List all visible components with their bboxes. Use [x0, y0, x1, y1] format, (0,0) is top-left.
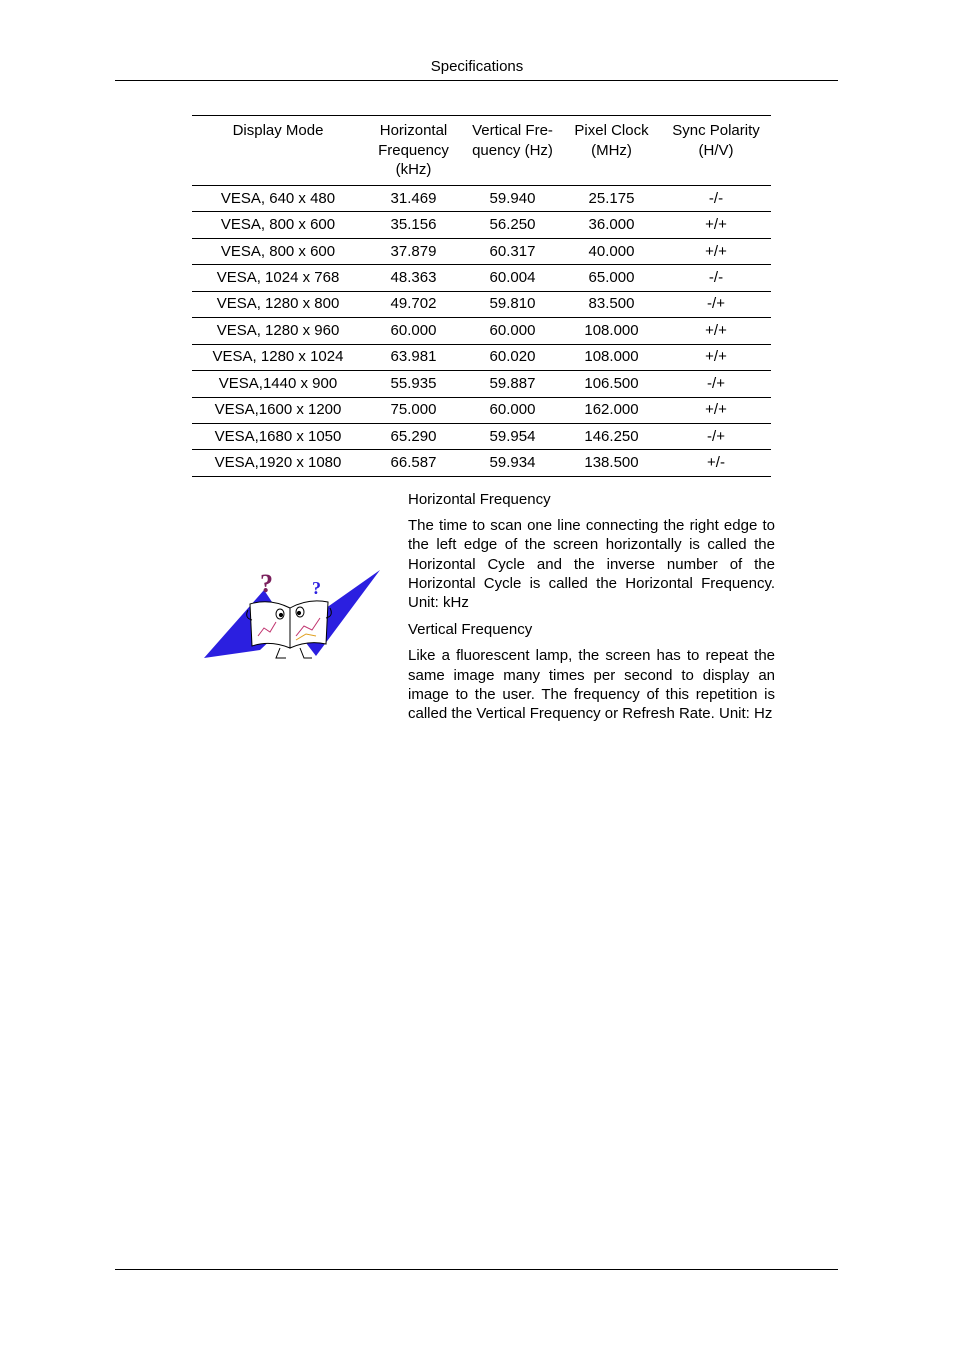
cell-horizontal-frequency: 55.935	[390, 374, 437, 392]
cell-pixel-clock: 83.500	[588, 295, 635, 313]
horizontal-frequency-heading: Horizontal Frequency	[408, 491, 551, 508]
cell-display-mode: VESA, 640 x 480	[220, 189, 336, 207]
cell-display-mode: VESA,1600 x 1200	[214, 401, 342, 419]
cell-horizontal-frequency: 60.000	[390, 321, 437, 339]
cell-horizontal-frequency: 63.981	[390, 348, 437, 366]
timing-table	[192, 115, 771, 477]
cell-vertical-frequency: 60.000	[489, 321, 536, 339]
cell-horizontal-frequency: 49.702	[390, 295, 437, 313]
cell-sync-polarity: -/+	[707, 374, 725, 392]
cell-display-mode: VESA, 800 x 600	[220, 242, 336, 260]
col-horizontal-frequency: Horizontal Frequency (kHz)	[378, 122, 449, 178]
col-pixel-clock: Pixel Clock (MHz)	[574, 122, 649, 159]
cell-pixel-clock: 36.000	[588, 216, 635, 234]
vertical-frequency-body: Like a fluorescent lamp, the screen has to repeat the same image many times per second to display an image to the user. The frequency of this repetition is called the Vertical Frequency or Refresh Rate. Unit: Hz	[408, 647, 775, 723]
cell-sync-polarity: +/+	[705, 401, 727, 419]
cell-pixel-clock: 138.500	[584, 454, 639, 472]
cell-sync-polarity: -/+	[707, 295, 725, 313]
table-row	[192, 238, 771, 264]
cell-pixel-clock: 106.500	[584, 374, 639, 392]
cell-sync-polarity: +/+	[705, 216, 727, 234]
table-row	[192, 344, 771, 370]
cell-vertical-frequency: 60.000	[489, 401, 536, 419]
cell-sync-polarity: -/-	[708, 189, 724, 207]
table-row	[192, 291, 771, 317]
cell-sync-polarity: +/+	[705, 348, 727, 366]
cell-display-mode: VESA,1440 x 900	[218, 374, 338, 392]
cell-vertical-frequency: 59.810	[489, 295, 536, 313]
cell-display-mode: VESA, 1024 x 768	[216, 269, 340, 287]
page-header-title: Specifications	[430, 58, 524, 75]
cell-vertical-frequency: 59.954	[489, 427, 536, 445]
cell-display-mode: VESA,1920 x 1080	[214, 454, 342, 472]
table-row	[192, 186, 771, 212]
cell-display-mode: VESA, 1280 x 960	[216, 321, 340, 339]
note-book-character-icon	[204, 570, 380, 660]
cell-sync-polarity: -/-	[708, 269, 724, 287]
table-row	[192, 212, 771, 238]
cell-pixel-clock: 108.000	[584, 348, 639, 366]
footer-divider	[115, 1269, 838, 1270]
cell-pixel-clock: 162.000	[584, 401, 639, 419]
cell-sync-polarity: +/-	[707, 454, 725, 472]
cell-vertical-frequency: 59.887	[489, 374, 536, 392]
col-sync-polarity: Sync Polarity (H/V)	[672, 122, 760, 159]
cell-pixel-clock: 40.000	[588, 242, 635, 260]
table-row	[192, 450, 771, 476]
cell-vertical-frequency: 59.940	[489, 189, 536, 207]
cell-sync-polarity: +/+	[705, 242, 727, 260]
horizontal-frequency-body: The time to scan one line connecting the right edge to the left edge of the screen horizontally is called the Horizontal Cycle and the inverse number of the Horizontal Cycle is called the Horizontal Frequency. Unit: kHz	[408, 517, 775, 612]
cell-horizontal-frequency: 65.290	[390, 427, 437, 445]
cell-vertical-frequency: 60.004	[489, 269, 536, 287]
cell-vertical-frequency: 60.020	[489, 348, 536, 366]
svg-text:?: ?	[260, 570, 273, 598]
cell-pixel-clock: 65.000	[588, 269, 635, 287]
vertical-frequency-heading: Vertical Frequency	[408, 621, 533, 639]
cell-pixel-clock: 108.000	[584, 321, 639, 339]
cell-display-mode: VESA,1680 x 1050	[214, 427, 342, 445]
table-row	[192, 318, 771, 344]
cell-display-mode: VESA, 1280 x 1024	[212, 348, 344, 366]
svg-text:?: ?	[312, 578, 321, 598]
cell-pixel-clock: 25.175	[588, 189, 635, 207]
header-divider	[115, 80, 838, 81]
cell-horizontal-frequency: 48.363	[390, 269, 437, 287]
cell-vertical-frequency: 60.317	[489, 242, 536, 260]
cell-horizontal-frequency: 35.156	[390, 216, 437, 234]
col-vertical-frequency: Vertical Fre- quency (Hz)	[472, 122, 553, 159]
cell-vertical-frequency: 56.250	[489, 216, 536, 234]
cell-sync-polarity: -/+	[707, 427, 725, 445]
cell-horizontal-frequency: 31.469	[390, 189, 437, 207]
table-row	[192, 265, 771, 291]
col-display-mode: Display Mode	[232, 122, 324, 139]
cell-horizontal-frequency: 66.587	[390, 454, 437, 472]
cell-display-mode: VESA, 1280 x 800	[216, 295, 340, 313]
cell-vertical-frequency: 59.934	[489, 454, 536, 472]
table-row	[192, 371, 771, 397]
cell-horizontal-frequency: 37.879	[390, 242, 437, 260]
cell-pixel-clock: 146.250	[584, 427, 639, 445]
cell-horizontal-frequency: 75.000	[390, 401, 437, 419]
table-header-row	[192, 116, 771, 186]
table-row	[192, 397, 771, 423]
cell-sync-polarity: +/+	[705, 321, 727, 339]
notes-column	[408, 490, 775, 731]
table-row	[192, 423, 771, 449]
cell-display-mode: VESA, 800 x 600	[220, 216, 336, 234]
